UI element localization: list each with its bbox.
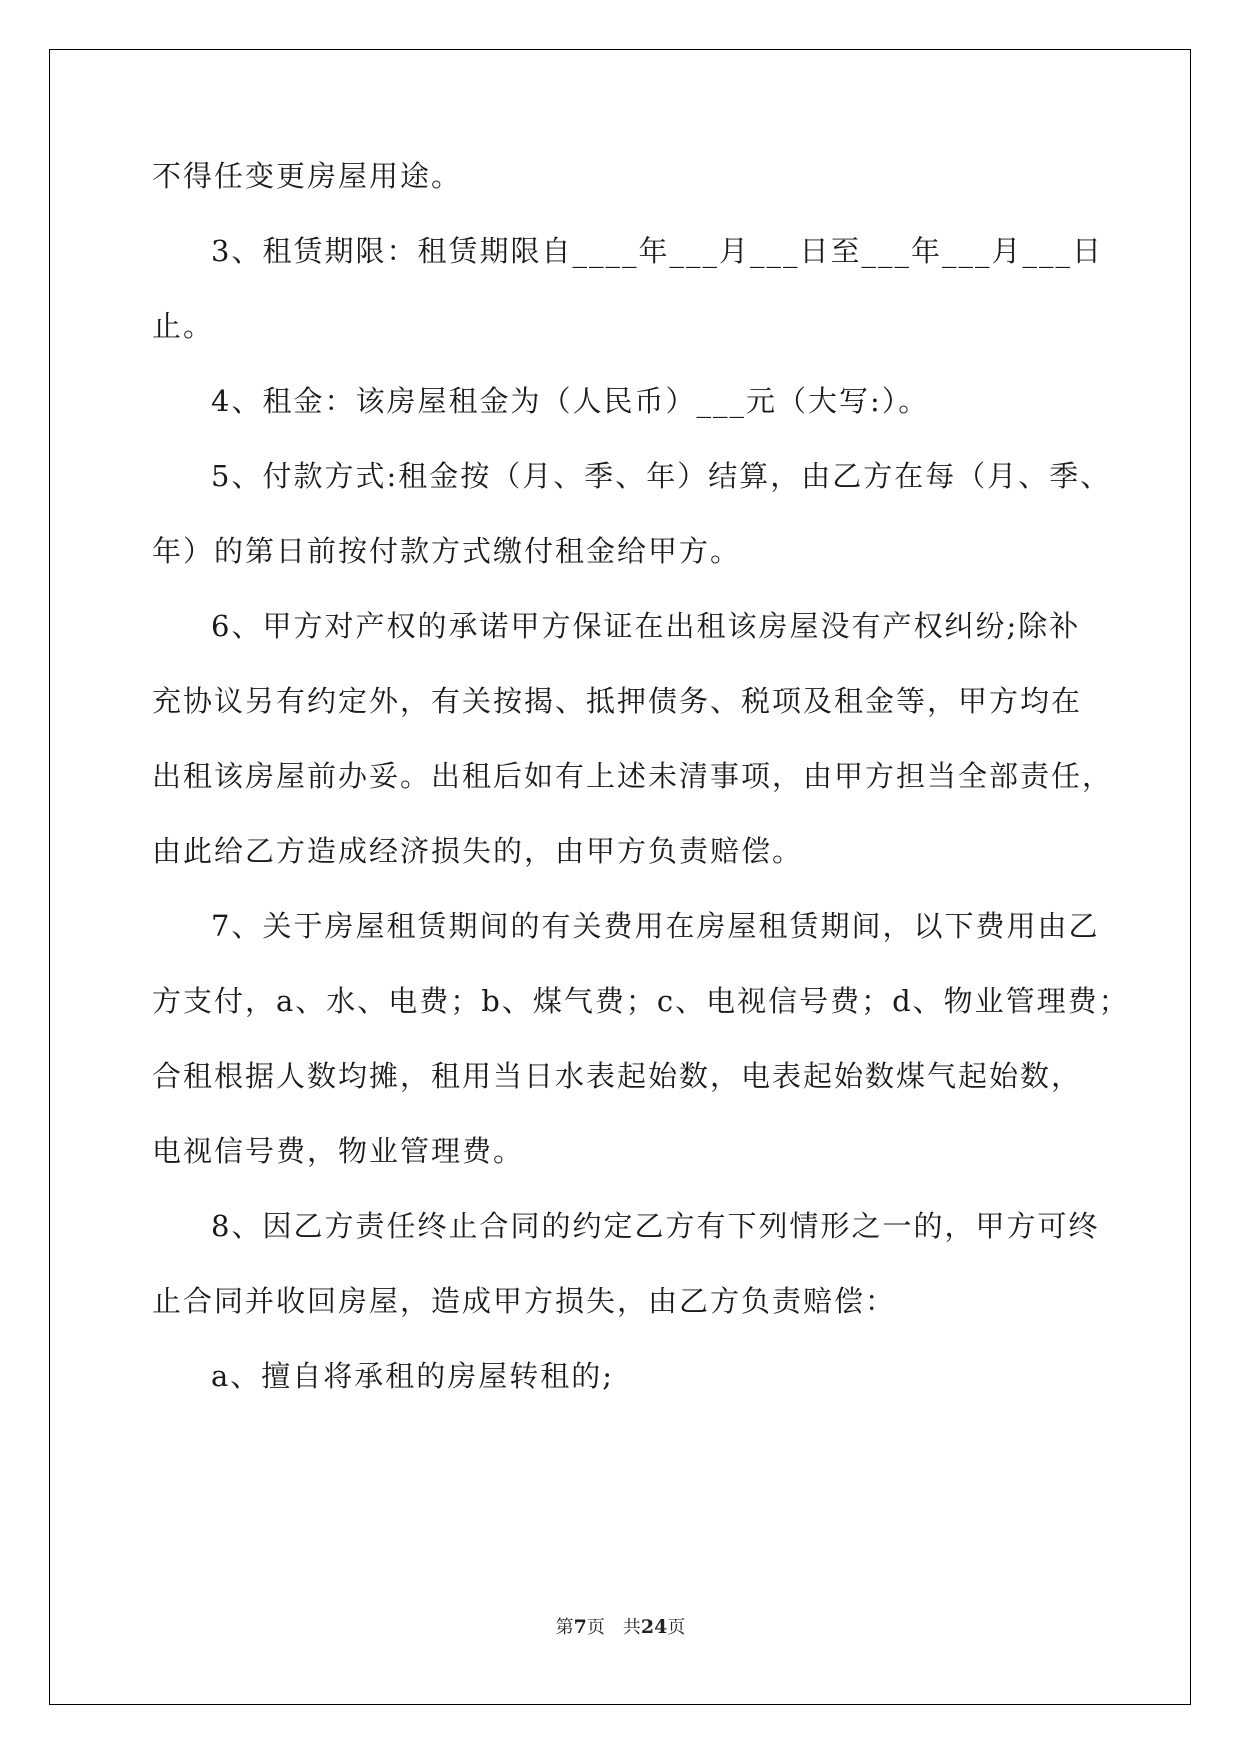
line-5: 5、付款方式:租金按（月、季、年）结算，由乙方在每（月、季、: [211, 459, 1112, 493]
line-6: 年）的第日前按付款方式缴付租金给甲方。: [152, 534, 742, 568]
line-2: 3、租赁期限：租赁期限自____年___月___日至___年___月___日: [211, 234, 1103, 268]
line-10: 由此给乙方造成经济损失的，由甲方负责赔偿。: [152, 834, 804, 868]
line-14: 电视信号费，物业管理费。: [152, 1134, 525, 1168]
footer-mid: 页 共: [586, 1617, 641, 1638]
line-7: 6、甲方对产权的承诺甲方保证在出租该房屋没有产权纠纷;除补: [211, 609, 1081, 643]
line-1: 不得任变更房屋用途。: [152, 159, 463, 193]
footer-page-number: 7: [573, 1616, 587, 1638]
line-3: 止。: [152, 309, 215, 343]
footer-total-pages: 24: [640, 1616, 668, 1638]
line-13: 合租根据人数均摊，租用当日水表起始数，电表起始数煤气起始数，: [152, 1059, 1083, 1093]
line-8: 充协议另有约定外，有关按揭、抵押债务、税项及租金等，甲方均在: [152, 684, 1083, 718]
page-border: [49, 49, 1191, 1705]
line-12: 方支付，a、水、电费；b、煤气费；c、电视信号费；d、物业管理费；: [152, 984, 1130, 1018]
line-4: 4、租金：该房屋租金为（人民币）___元（大写:）。: [211, 384, 930, 418]
footer-prefix: 第: [555, 1617, 574, 1638]
line-17: a、擅自将承租的房屋转租的;: [211, 1359, 615, 1393]
line-15: 8、因乙方责任终止合同的约定乙方有下列情形之一的，甲方可终: [211, 1209, 1100, 1243]
line-16: 止合同并收回房屋，造成甲方损失，由乙方负责赔偿：: [152, 1284, 897, 1318]
page-footer: [0, 1613, 1241, 1639]
footer-suffix: 页: [667, 1617, 686, 1638]
line-11: 7、关于房屋租赁期间的有关费用在房屋租赁期间，以下费用由乙: [211, 909, 1100, 943]
line-9: 出租该房屋前办妥。出租后如有上述未清事项，由甲方担当全部责任，: [152, 759, 1114, 793]
